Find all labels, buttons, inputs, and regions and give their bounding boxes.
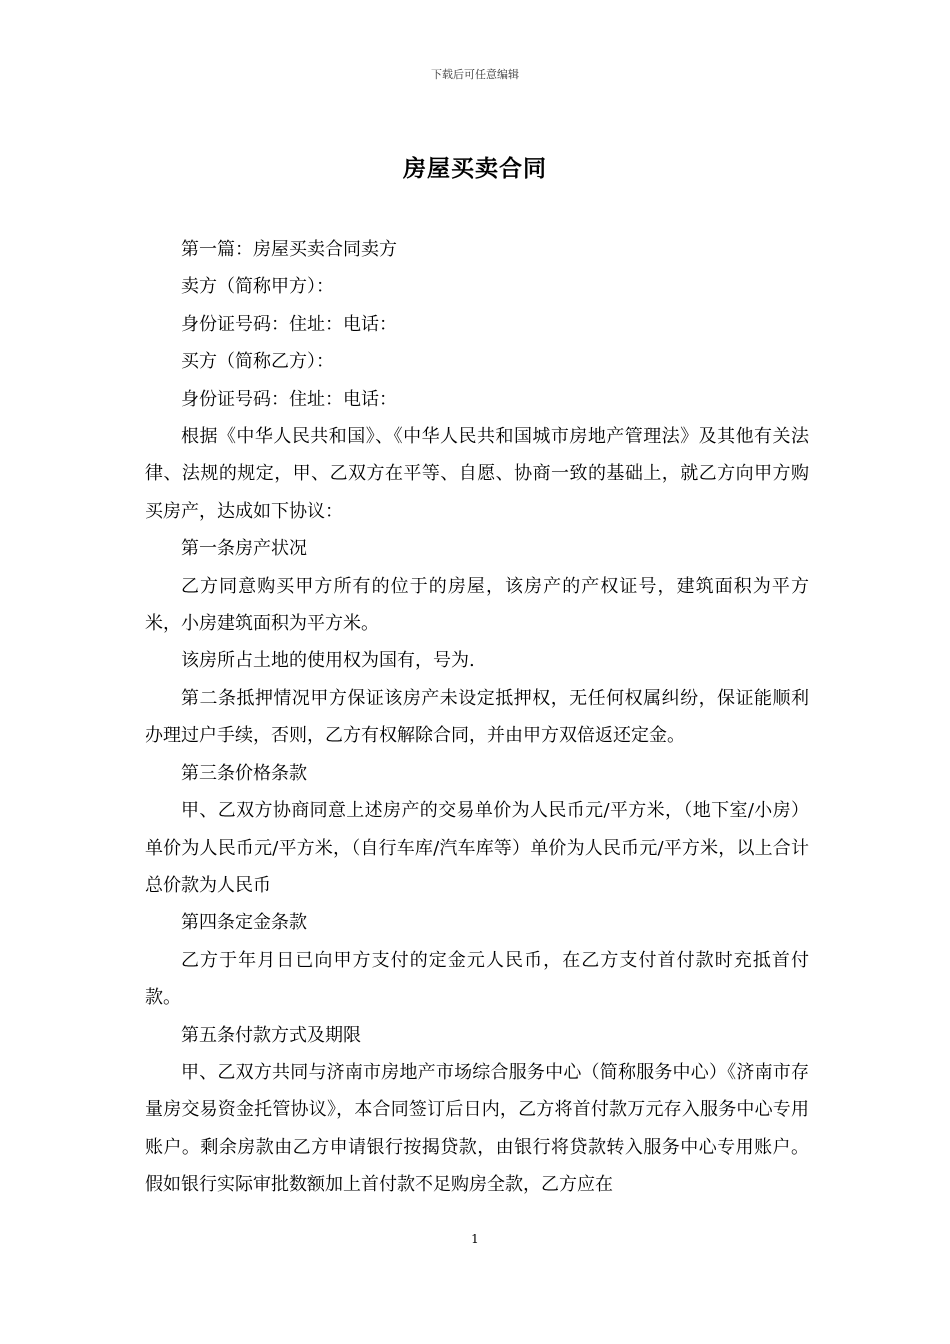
- document-body: [145, 231, 809, 1204]
- paragraph-article-4-heading: 第四条定金条款: [181, 912, 307, 934]
- paragraph-preamble: 根据《中华人民共和国》、《中华人民共和国城市房地产管理法》及其他有关法律、法规的规定，甲、乙双方在平等、自愿、协商一致的基础上，就乙方向甲方购买房产，达成如下协议：: [145, 426, 809, 522]
- paragraph-article-1-body: 乙方同意购买甲方所有的位于的房屋，该房产的产权证号，建筑面积为平方米，小房建筑面积为平方米。: [145, 575, 809, 635]
- page-header-note: 下载后可任意编辑: [431, 68, 519, 81]
- paragraph-buyer: 买方（简称乙方）：: [181, 351, 334, 373]
- paragraph-article-3-heading: 第三条价格条款: [181, 762, 307, 784]
- paragraph-article-5-body: 甲、乙双方共同与济南市房地产市场综合服务中心（简称服务中心）《济南市存量房交易资金托管协议》，本合同签订后日内，乙方将首付款万元存入服务中心专用账户。剩余房款由乙方申请银行按揭贷款，由银行将贷款转入服务中心专用账户。假如银行实际审批数额加上首付款不足购房全款，乙方应在: [145, 1061, 809, 1196]
- page-number: 1: [471, 1232, 479, 1246]
- paragraph-article-3-body: 甲、乙双方协商同意上述房产的交易单价为人民币元/平方米，（地下室/小房）单价为人民币元/平方米，（自行车库/汽车库等）单价为人民币元/平方米，以上合计总价款为人民币: [145, 800, 809, 896]
- paragraph-article-1-heading: 第一条房产状况: [181, 538, 307, 560]
- paragraph-article-5-heading: 第五条付款方式及期限: [181, 1024, 361, 1046]
- paragraph-article-2: 第二条抵押情况甲方保证该房产未设定抵押权，无任何权属纠纷，保证能顺利办理过户手续，否则，乙方有权解除合同，并由甲方双倍返还定金。: [145, 687, 809, 747]
- document-title: 房屋买卖合同: [403, 155, 547, 182]
- paragraph-seller-id: 身份证号码：住址：电话：: [181, 313, 397, 335]
- paragraph-part-one-heading: 第一篇：房屋买卖合同卖方: [181, 239, 397, 260]
- paragraph-seller: 卖方（简称甲方）：: [181, 276, 334, 298]
- paragraph-land-use: 该房所占土地的使用权为国有，号为.: [181, 650, 475, 672]
- paragraph-article-4-body: 乙方于年月日已向甲方支付的定金元人民币，在乙方支付首付款时充抵首付款。: [145, 949, 809, 1009]
- paragraph-buyer-id: 身份证号码：住址：电话：: [181, 388, 397, 410]
